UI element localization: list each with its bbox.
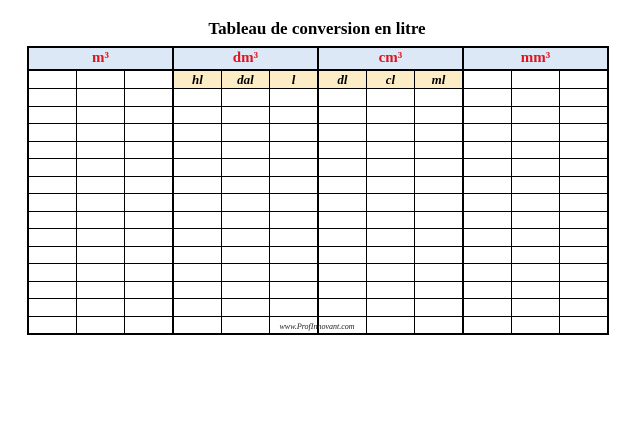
table-cell [173,124,221,142]
table-cell [270,176,318,194]
table-cell [270,211,318,229]
table-cell [463,194,511,212]
table-cell [318,159,366,177]
table-cell [366,124,414,142]
table-cell [28,176,76,194]
table-cell [560,264,608,282]
table-cell [415,229,463,247]
table-cell [318,211,366,229]
table-cell [76,89,124,107]
table-cell [125,211,173,229]
table-cell [318,246,366,264]
table-cell [221,246,269,264]
table-cell [366,211,414,229]
table-cell [173,229,221,247]
subunit-cl: cl [366,70,414,89]
table-cell [463,176,511,194]
table-cell [366,281,414,299]
table-cell [415,159,463,177]
table-cell [463,299,511,317]
table-cell [463,246,511,264]
table-cell [318,194,366,212]
table-cell [415,246,463,264]
table-cell [125,159,173,177]
table-row [28,176,608,194]
table-cell [366,229,414,247]
table-cell [318,264,366,282]
table-cell [511,281,559,299]
table-cell [173,264,221,282]
subunit-hl: hl [173,70,221,89]
table-cell [221,159,269,177]
table-cell [560,89,608,107]
table-cell [463,106,511,124]
table-row [28,194,608,212]
table-cell [270,141,318,159]
table-cell [511,211,559,229]
table-cell [415,264,463,282]
table-row [28,106,608,124]
table-cell [560,124,608,142]
table-cell [463,141,511,159]
table-cell [28,159,76,177]
table-cell [76,281,124,299]
table-cell [221,299,269,317]
table-cell [270,264,318,282]
unit-header-cm3: cm³ [318,47,463,70]
table-cell [125,229,173,247]
subunit-dal: dal [221,70,269,89]
table-row [28,141,608,159]
subunit-header-row [28,70,608,89]
table-cell [76,211,124,229]
table-cell [511,194,559,212]
table-cell [173,89,221,107]
table-cell [415,124,463,142]
table-cell [270,89,318,107]
table-cell [173,176,221,194]
subunit-dl: dl [318,70,366,89]
table-cell [28,124,76,142]
table-cell [318,176,366,194]
subunit-ml: ml [415,70,463,89]
table-row [28,124,608,142]
website-footer: www.ProfInnovant.com [279,322,355,331]
table-cell [173,194,221,212]
table-cell [221,264,269,282]
table-cell [560,281,608,299]
table-cell [125,176,173,194]
table-cell [221,194,269,212]
table-cell [366,106,414,124]
table-cell [415,281,463,299]
table-cell [415,211,463,229]
table-cell [270,299,318,317]
table-cell [173,211,221,229]
table-cell [28,229,76,247]
table-cell [463,229,511,247]
table-cell [415,176,463,194]
table-cell [125,106,173,124]
table-cell [511,264,559,282]
table-cell [511,299,559,317]
conversion-table [27,46,609,335]
table-cell [511,229,559,247]
table-cell [318,141,366,159]
table-cell [76,299,124,317]
table-cell [28,194,76,212]
table-cell [76,246,124,264]
table-cell [173,281,221,299]
table-cell [366,299,414,317]
table-cell [28,299,76,317]
table-cell [76,124,124,142]
blank-cell [125,70,173,89]
table-cell [415,194,463,212]
table-cell [221,211,269,229]
table-cell [173,159,221,177]
subunit-l: l [270,70,318,89]
table-cell [221,141,269,159]
table-cell [221,89,269,107]
table-cell [125,299,173,317]
table-cell [415,141,463,159]
table-row [28,246,608,264]
table-cell [221,124,269,142]
table-cell [270,159,318,177]
table-row [28,211,608,229]
table-cell [28,89,76,107]
table-cell [270,246,318,264]
table-cell [76,264,124,282]
table-cell [463,89,511,107]
table-cell [270,229,318,247]
table-cell [511,159,559,177]
table-cell [270,106,318,124]
table-cell [76,229,124,247]
blank-cell [560,70,608,89]
table-cell [560,299,608,317]
table-cell [560,194,608,212]
table-cell [76,106,124,124]
table-cell [560,229,608,247]
blank-cell [463,70,511,89]
table-row [28,264,608,282]
table-row [28,299,608,317]
unit-header-m3: m³ [28,47,173,70]
table-cell [270,194,318,212]
blank-cell [76,70,124,89]
table-cell [318,106,366,124]
table-cell [270,124,318,142]
table-row [28,159,608,177]
table-cell [366,141,414,159]
table-cell [76,194,124,212]
table-cell [221,229,269,247]
blank-cell [511,70,559,89]
table-cell [511,124,559,142]
table-cell [511,106,559,124]
table-cell [318,124,366,142]
table-cell [28,281,76,299]
table-cell [366,264,414,282]
table-cell [221,106,269,124]
table-cell [173,299,221,317]
table-cell [125,194,173,212]
table-cell [318,299,366,317]
table-cell [76,176,124,194]
table-cell [76,141,124,159]
table-row [28,89,608,107]
table-cell [221,281,269,299]
table-row [28,229,608,247]
table-cell [366,89,414,107]
table-cell [173,246,221,264]
table-cell [318,281,366,299]
unit-header-dm3: dm³ [173,47,318,70]
table-cell [463,211,511,229]
unit-header-row [28,47,608,70]
table-cell [270,281,318,299]
table-cell [463,281,511,299]
table-cell [125,124,173,142]
table-cell [560,176,608,194]
table-cell [366,159,414,177]
table-cell [415,106,463,124]
table-cell [366,194,414,212]
table-cell [28,246,76,264]
table-cell [318,229,366,247]
table-cell [125,264,173,282]
table-cell [560,159,608,177]
table-cell [511,176,559,194]
table-cell [28,106,76,124]
table-cell [415,89,463,107]
table-cell [125,246,173,264]
table-cell [560,246,608,264]
table-cell [511,246,559,264]
table-cell [366,176,414,194]
table-cell [173,141,221,159]
unit-header-mm3: mm³ [463,47,608,70]
table-cell [76,159,124,177]
blank-cell [28,70,76,89]
table-row [28,281,608,299]
table-cell [463,264,511,282]
table-cell [560,141,608,159]
table-cell [366,246,414,264]
table-cell [125,141,173,159]
table-cell [28,264,76,282]
table-cell [463,159,511,177]
table-cell [221,176,269,194]
table-cell [125,281,173,299]
table-cell [463,124,511,142]
table-cell [511,89,559,107]
table-cell [318,89,366,107]
table-cell [511,141,559,159]
table-cell [173,106,221,124]
page-title: Tableau de conversion en litre [208,19,426,38]
table-cell [28,211,76,229]
table-cell [415,299,463,317]
table-cell [125,89,173,107]
table-cell [560,211,608,229]
table-cell [560,106,608,124]
table-cell [28,141,76,159]
